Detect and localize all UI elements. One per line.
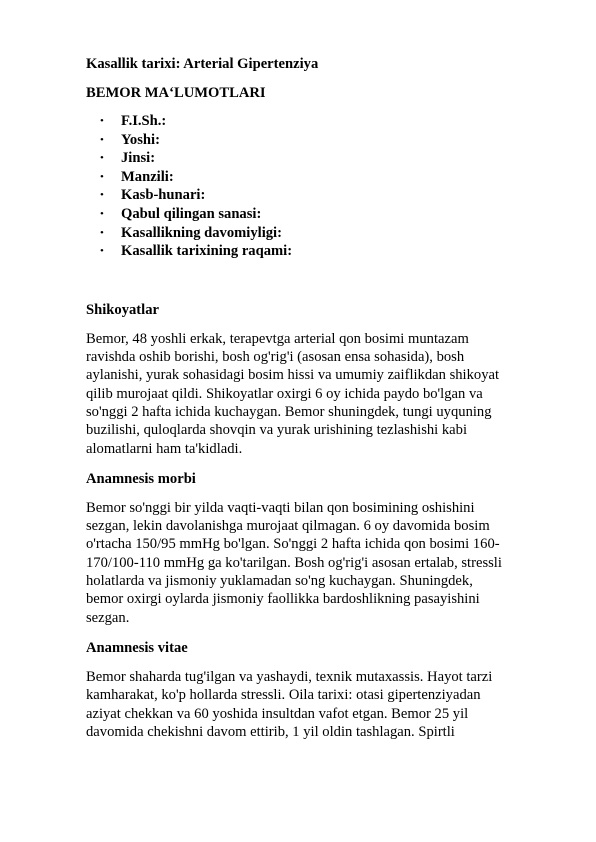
anamnesis-morbi-text — [86, 499, 548, 627]
bullet-icon: • — [100, 115, 104, 127]
text-line: Bemor shaharda tug'ilgan va yashaydi, texnik mutaxassis. Hayot tarzi — [86, 668, 493, 685]
field-fish — [100, 112, 548, 131]
anamnesis-vitae-heading: Anamnesis vitae — [86, 639, 188, 656]
field-label: Kasallikning davomiyligi: — [121, 224, 282, 241]
patient-info-list — [86, 112, 548, 261]
bullet-icon: • — [100, 152, 104, 165]
bullet-icon: • — [100, 189, 104, 202]
field-label: F.I.Sh.: — [121, 113, 167, 129]
field-age — [100, 131, 548, 150]
bullet-icon: • — [100, 170, 104, 183]
text-line: buzilishi, quloqlarda shovqin va yurak urishining tezlashishi kabi — [86, 422, 467, 439]
field-address — [100, 168, 548, 187]
field-illness-duration — [100, 224, 548, 243]
complaints-text — [86, 330, 548, 458]
text-line: sezgan. — [86, 609, 130, 626]
field-occupation — [100, 186, 548, 205]
field-sex — [100, 149, 548, 168]
field-label: Jinsi: — [121, 150, 156, 167]
text-line: kamharakat, ko'p hollarda stressli. Oila tarixi: otasi gipertenziyadan — [86, 687, 481, 704]
text-line: ravishda oshib borishi, bosh og'rig'i (asosan ensa sohasida), bosh — [86, 349, 465, 366]
bullet-icon: • — [100, 133, 104, 146]
complaints-heading: Shikoyatlar — [86, 301, 159, 318]
text-line: davomida chekishni davom ettirib, 1 yil oldin tashlagan. Spirtli — [86, 723, 455, 740]
field-label: Kasb-hunari: — [121, 187, 206, 204]
text-line: holatlarda va jismoniy yuklamadan so'ng kuchaygan. Shuningdek, — [86, 573, 473, 590]
document-page — [86, 55, 548, 753]
bullet-icon: • — [100, 226, 104, 239]
anamnesis-vitae-text — [86, 668, 548, 741]
text-line: bemor oxirgi oylarda jismoniy faollikka bardoshlikning pasayishini — [86, 591, 480, 608]
field-label: Manzili: — [121, 168, 174, 185]
blank-space — [86, 261, 548, 301]
field-label: Yoshi: — [121, 131, 160, 148]
patient-info-heading: BEMOR MA‘LUMOTLARI — [86, 85, 266, 101]
bullet-icon: • — [100, 207, 104, 220]
text-line: o'rtacha 150/95 mmHg bo'lgan. So'nggi 2 hafta ichida qon bosimi 160- — [86, 536, 500, 553]
text-line: Bemor, 48 yoshli erkak, terapevtga arterial qon bosimi muntazam — [86, 330, 469, 347]
field-label: Qabul qilingan sanasi: — [121, 205, 262, 222]
text-line: alomatlarni ham ta'kidladi. — [86, 440, 243, 457]
field-record-number — [100, 242, 548, 261]
text-line: Bemor so'nggi bir yilda vaqti-vaqti bilan qon bosimining oshishini — [86, 499, 475, 516]
text-line: 170/100-110 mmHg ga ko'tarilgan. Bosh og'rig'i asosan ertalab, stressli — [86, 554, 502, 571]
document-title: Kasallik tarixi: Arterial Gipertenziya — [86, 56, 319, 72]
bullet-icon: • — [100, 245, 104, 258]
field-label: Kasallik tarixining raqami: — [121, 243, 293, 260]
text-line: aziyat chekkan va 60 yoshida insultdan vafot etgan. Bemor 25 yil — [86, 705, 469, 722]
text-line: aylanishi, yurak sohasidagi bosim hissi va umumiy zaiflikdan shikoyat — [86, 367, 500, 384]
text-line: sezgan, lekin davolanishga murojaat qilmagan. 6 oy davomida bosim — [86, 518, 490, 535]
text-line: qilib murojaat qildi. Shikoyatlar oxirgi 6 oy ichida paydo bo'lgan va — [86, 385, 483, 402]
field-admission-date — [100, 205, 548, 224]
text-line: so'nggi 2 hafta ichida kuchaygan. Bemor shuningdek, tungi uyquning — [86, 403, 492, 420]
anamnesis-morbi-heading: Anamnesis morbi — [86, 470, 196, 487]
